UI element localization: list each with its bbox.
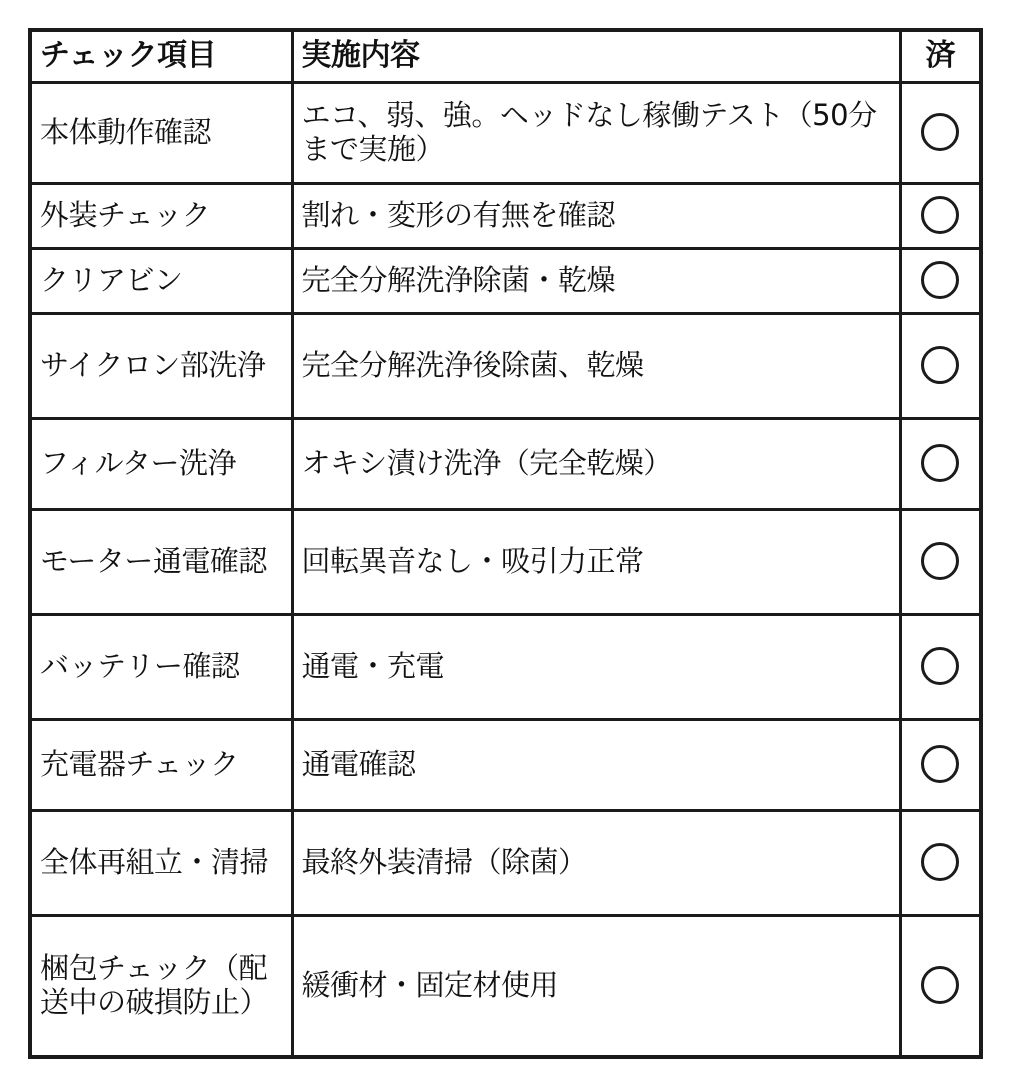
cell-description: 回転異音なし・吸引力正常 — [292, 510, 900, 615]
circle-check-icon — [921, 196, 959, 234]
circle-check-icon — [921, 261, 959, 299]
circle-check-icon — [921, 113, 959, 151]
circle-check-icon — [921, 444, 959, 482]
column-header-description: 実施内容 — [292, 30, 900, 83]
cell-description: 通電確認 — [292, 720, 900, 811]
cell-item: 外装チェック — [30, 184, 292, 249]
cell-item: クリアビン — [30, 249, 292, 314]
cell-done[interactable] — [900, 83, 981, 184]
circle-check-icon — [921, 966, 959, 1004]
cell-done[interactable] — [900, 184, 981, 249]
table-row — [30, 720, 981, 811]
table-row — [30, 916, 981, 1058]
cell-done[interactable] — [900, 811, 981, 916]
cell-description: 最終外装清掃（除菌） — [292, 811, 900, 916]
cell-description: 割れ・変形の有無を確認 — [292, 184, 900, 249]
circle-check-icon — [921, 843, 959, 881]
cell-item: モーター通電確認 — [30, 510, 292, 615]
circle-check-icon — [921, 542, 959, 580]
table-body — [30, 83, 981, 1058]
table-row — [30, 615, 981, 720]
cell-description: エコ、弱、強。ヘッドなし稼働テスト（50分まで実施） — [292, 83, 900, 184]
cell-item: フィルター洗浄 — [30, 419, 292, 510]
cell-item: バッテリー確認 — [30, 615, 292, 720]
cell-done[interactable] — [900, 916, 981, 1058]
cell-item: 全体再組立・清掃 — [30, 811, 292, 916]
cell-description: 完全分解洗浄除菌・乾燥 — [292, 249, 900, 314]
column-header-item: チェック項目 — [30, 30, 292, 83]
cell-done[interactable] — [900, 249, 981, 314]
table-row — [30, 249, 981, 314]
cell-description: オキシ漬け洗浄（完全乾燥） — [292, 419, 900, 510]
circle-check-icon — [921, 647, 959, 685]
circle-check-icon — [921, 745, 959, 783]
table-header — [30, 30, 981, 83]
cell-description: 通電・充電 — [292, 615, 900, 720]
cell-done[interactable] — [900, 419, 981, 510]
table-header-row — [30, 30, 981, 83]
cell-done[interactable] — [900, 510, 981, 615]
cell-description: 緩衝材・固定材使用 — [292, 916, 900, 1058]
cell-done[interactable] — [900, 615, 981, 720]
table-row — [30, 419, 981, 510]
column-header-done: 済 — [900, 30, 981, 83]
cell-item: 梱包チェック（配送中の破損防止） — [30, 916, 292, 1058]
table-row — [30, 510, 981, 615]
cell-description: 完全分解洗浄後除菌、乾燥 — [292, 314, 900, 419]
cell-item: 充電器チェック — [30, 720, 292, 811]
cell-done[interactable] — [900, 720, 981, 811]
circle-check-icon — [921, 346, 959, 384]
cell-item: サイクロン部洗浄 — [30, 314, 292, 419]
table-row — [30, 314, 981, 419]
table-row — [30, 184, 981, 249]
cell-done[interactable] — [900, 314, 981, 419]
table-row — [30, 811, 981, 916]
cell-item: 本体動作確認 — [30, 83, 292, 184]
table-row — [30, 83, 981, 184]
maintenance-checklist-table — [28, 28, 983, 1059]
